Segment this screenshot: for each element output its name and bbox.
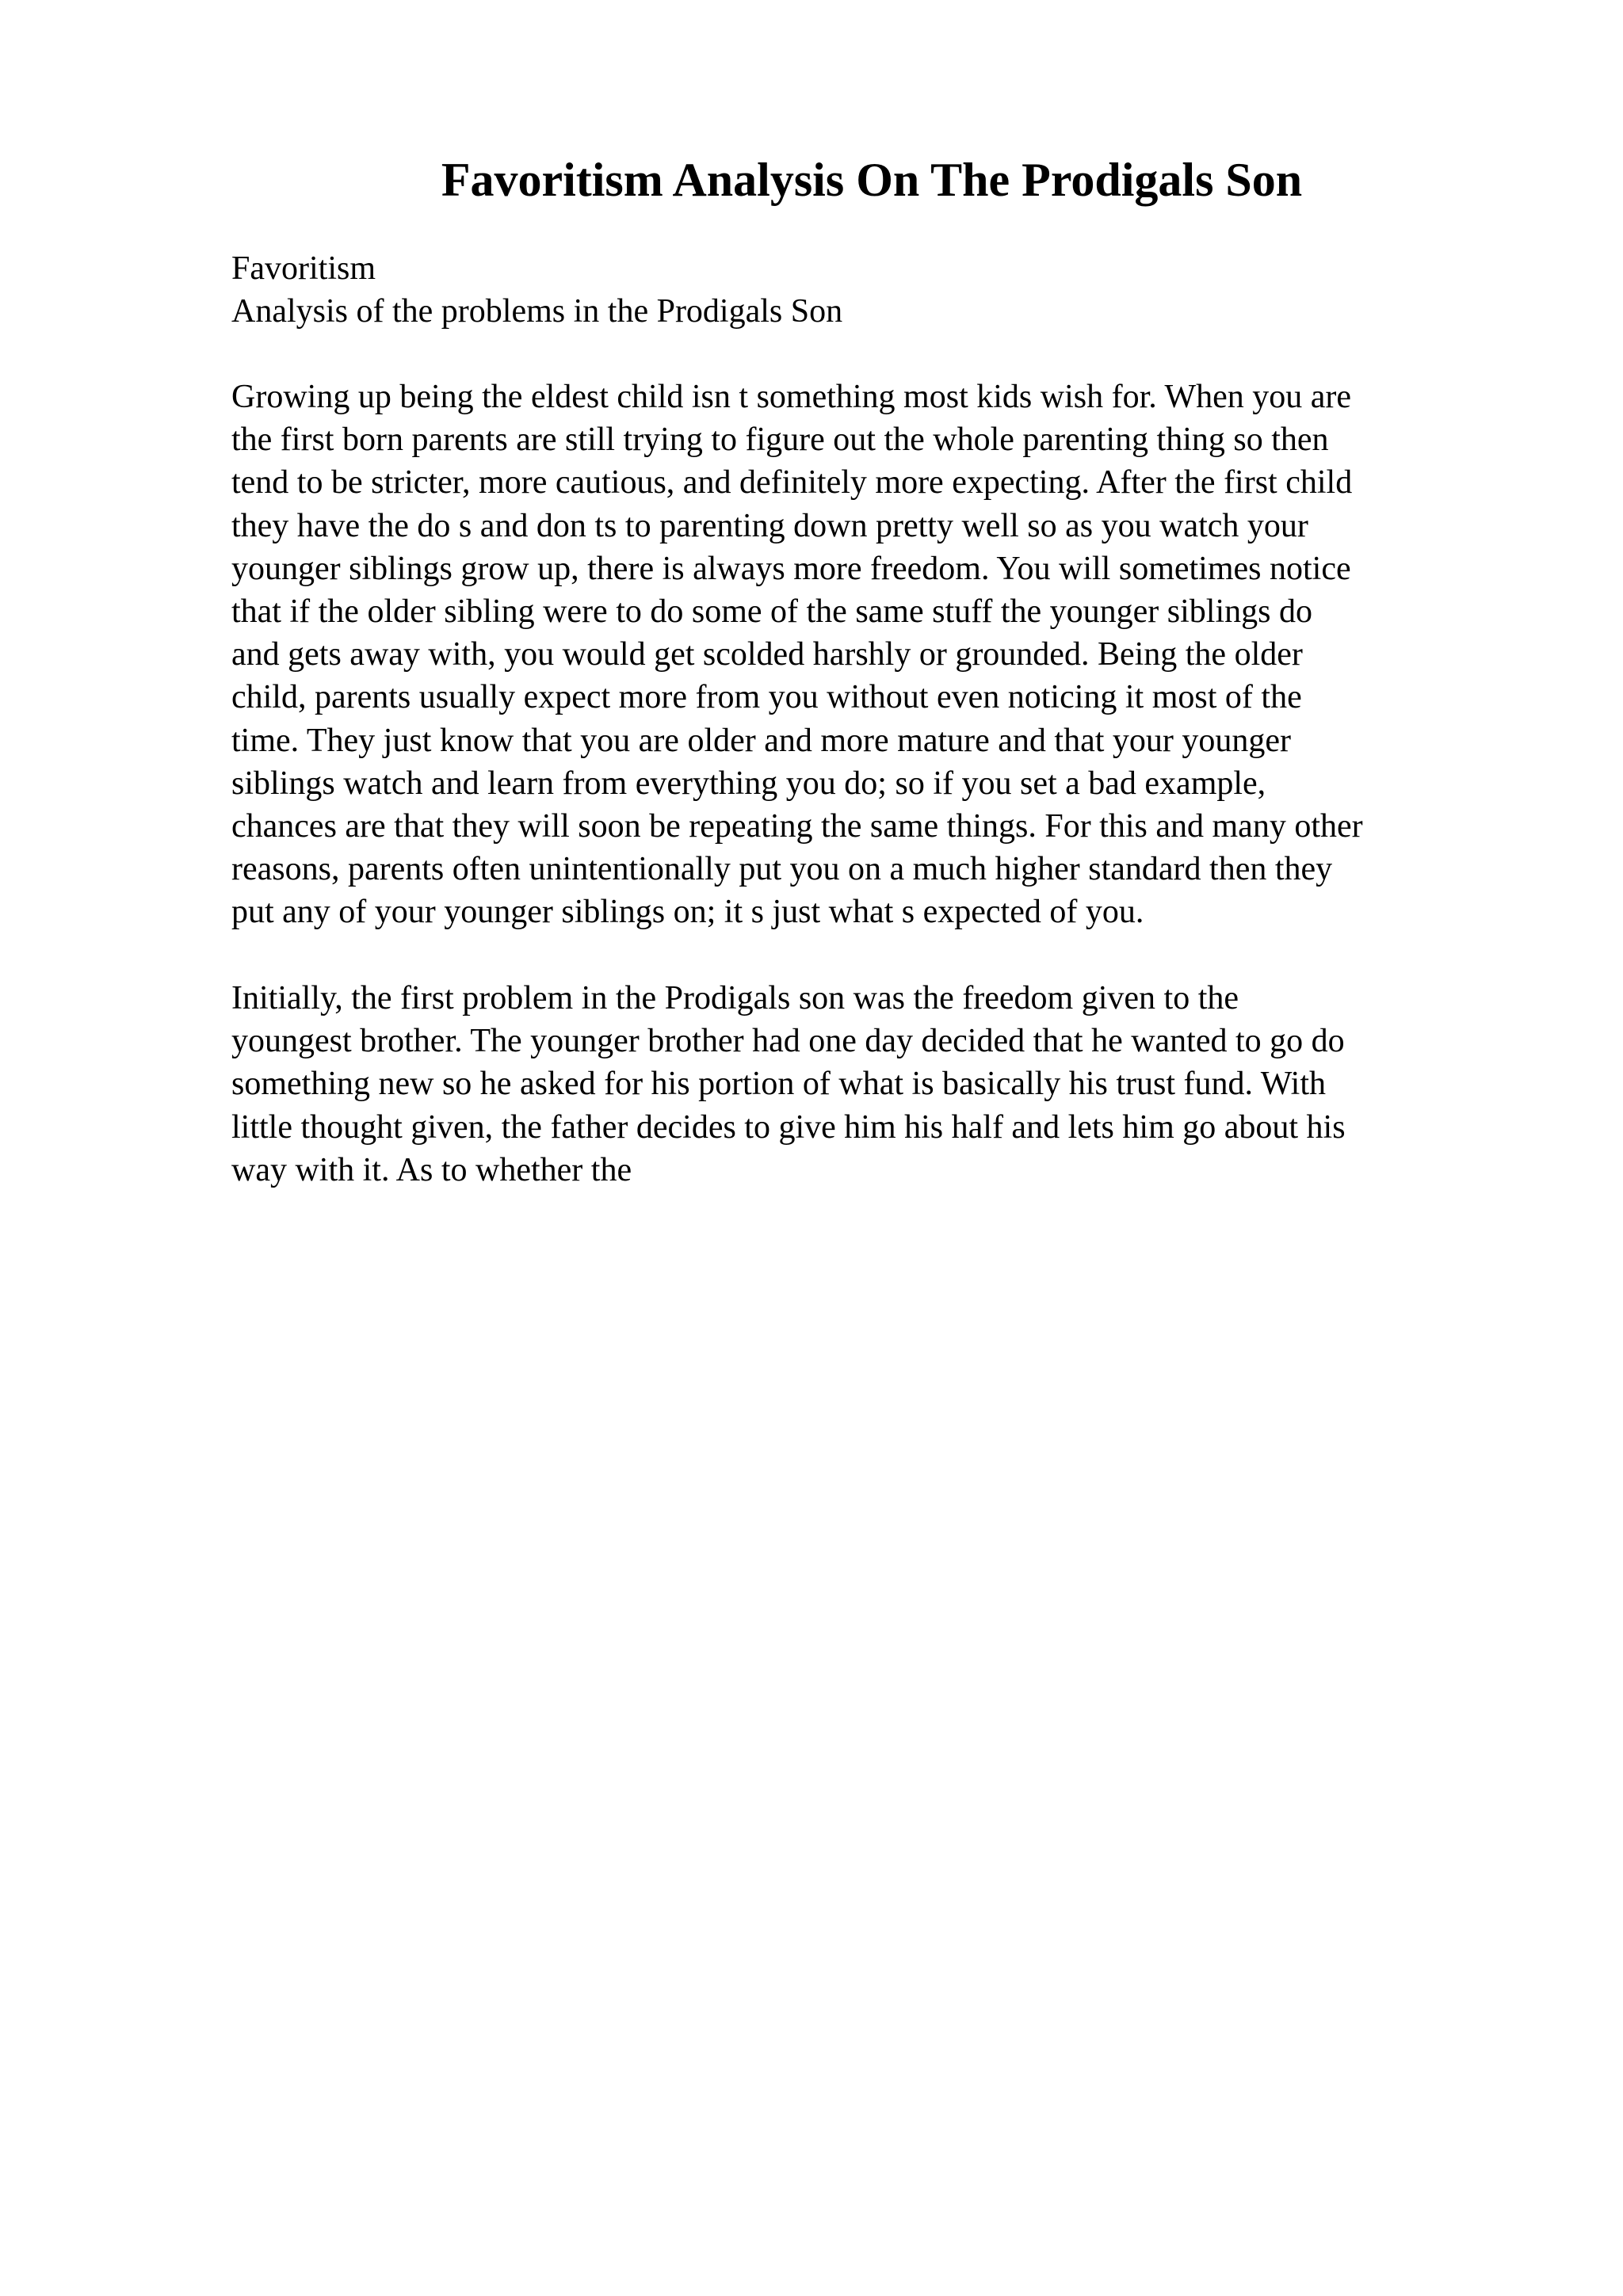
paragraph-line: way with it. As to whether the: [231, 1151, 632, 1188]
subheading-line: Analysis of the problems in the Prodigals Son: [231, 293, 843, 330]
paragraph-line: put any of your younger siblings on; it s just what s expected of you.: [231, 894, 1144, 931]
paragraph-line: something new so he asked for his portion of what is basically his trust fund. With: [231, 1066, 1327, 1103]
paragraph-line: the first born parents are still trying to figure out the whole parenting thing so then: [231, 421, 1329, 459]
paragraph-1: [231, 376, 1594, 934]
paragraph-line: little thought given, the father decides to give him his half and lets him go about his: [231, 1108, 1346, 1146]
subheading-block: [231, 247, 1594, 333]
paragraph-line: chances are that they will soon be repeating the same things. For this and many other: [231, 808, 1363, 845]
document-title: Favoritism Analysis On The Prodigals Son: [441, 154, 1303, 206]
paragraph-line: tend to be stricter, more cautious, and definitely more expecting. After the first child: [231, 464, 1353, 502]
paragraph-line: that if the older sibling were to do some of the same stuff the younger siblings do: [231, 593, 1312, 631]
paragraph-line: younger siblings grow up, there is always more freedom. You will sometimes notice: [231, 550, 1351, 587]
paragraph-line: Growing up being the eldest child isn t something most kids wish for. When you are: [231, 379, 1352, 415]
paragraph-line: they have the do s and don ts to parenting down pretty well so as you watch your: [231, 507, 1308, 544]
paragraph-2: [231, 977, 1594, 1192]
paragraph-line: and gets away with, you would get scolded harshly or grounded. Being the older: [231, 636, 1303, 673]
paragraph-line: siblings watch and learn from everything you do; so if you set a bad example,: [231, 765, 1266, 802]
paragraph-line: Initially, the first problem in the Prodigals son was the freedom given to the: [231, 980, 1239, 1016]
paragraph-line: youngest brother. The younger brother had one day decided that he wanted to go do: [231, 1023, 1345, 1060]
subheading-line: Favoritism: [231, 250, 376, 287]
paragraph-line: time. They just know that you are older and more mature and that your younger: [231, 722, 1292, 759]
paragraph-line: reasons, parents often unintentionally put you on a much higher standard then they: [231, 851, 1333, 888]
paragraph-line: child, parents usually expect more from you without even noticing it most of the: [231, 679, 1302, 716]
